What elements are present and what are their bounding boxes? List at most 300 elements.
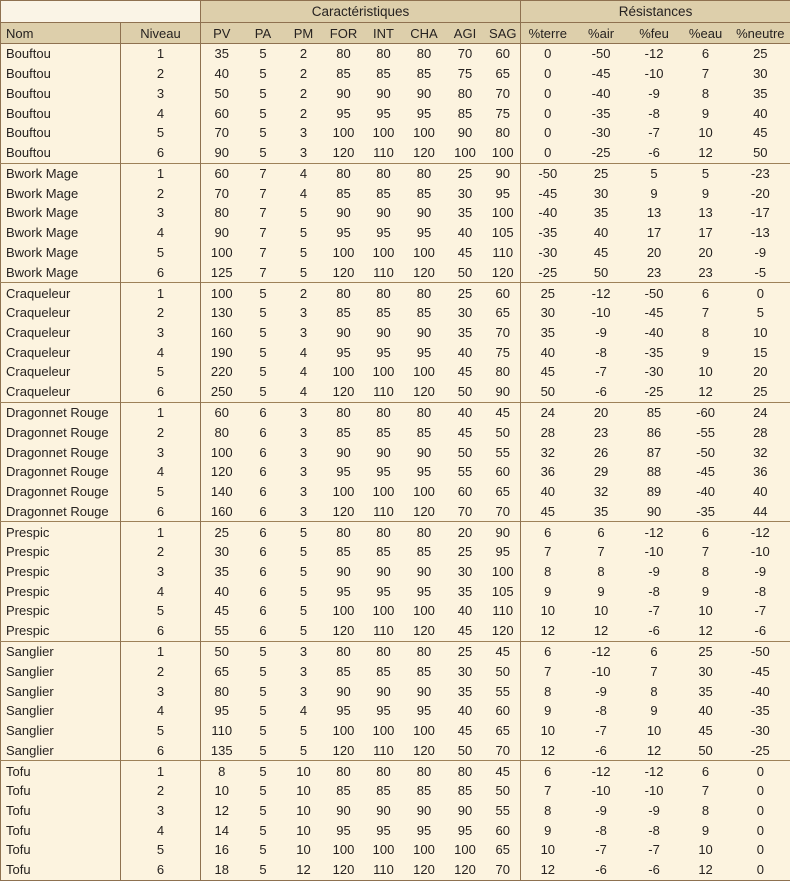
cell-for: 90 xyxy=(324,801,364,821)
cell-air: 8 xyxy=(575,562,628,582)
cell-int: 90 xyxy=(364,203,404,223)
cell-pa: 6 xyxy=(243,482,284,502)
cell-for: 120 xyxy=(324,501,364,521)
table-row xyxy=(1,740,790,760)
cell-air: 10 xyxy=(575,601,628,621)
cell-for: 120 xyxy=(324,382,364,402)
cell-pv: 40 xyxy=(201,64,243,84)
cell-agi: 45 xyxy=(445,721,486,741)
cell-pa: 5 xyxy=(243,123,284,143)
cell-agi: 90 xyxy=(445,801,486,821)
cell-terre: 40 xyxy=(521,482,575,502)
cell-agi: 30 xyxy=(445,303,486,323)
cell-air: 25 xyxy=(575,163,628,183)
cell-pa: 5 xyxy=(243,740,284,760)
cell-pv: 25 xyxy=(201,522,243,542)
cell-cha: 120 xyxy=(404,262,445,282)
cell-air: 32 xyxy=(575,482,628,502)
cell-cha: 95 xyxy=(404,462,445,482)
cell-cha: 100 xyxy=(404,362,445,382)
cell-neutre: 24 xyxy=(731,402,790,422)
cell-for: 80 xyxy=(324,402,364,422)
cell-for: 90 xyxy=(324,681,364,701)
cell-agi: 35 xyxy=(445,203,486,223)
cell-sag: 65 xyxy=(486,840,521,860)
cell-terre: 8 xyxy=(521,681,575,701)
table-row xyxy=(1,303,790,323)
cell-terre: -25 xyxy=(521,262,575,282)
cell-pv: 60 xyxy=(201,402,243,422)
cell-cha: 90 xyxy=(404,323,445,343)
cell-cha: 120 xyxy=(404,740,445,760)
cell-pa: 6 xyxy=(243,402,284,422)
cell-feu: -9 xyxy=(628,84,681,104)
cell-niveau: 6 xyxy=(121,740,201,760)
cell-neutre: -50 xyxy=(731,641,790,661)
cell-nom: Craqueleur xyxy=(1,382,121,402)
cell-eau: -60 xyxy=(681,402,731,422)
cell-niveau: 2 xyxy=(121,183,201,203)
cell-sag: 120 xyxy=(486,262,521,282)
cell-feu: -50 xyxy=(628,283,681,303)
cell-pa: 7 xyxy=(243,203,284,223)
cell-neutre: -12 xyxy=(731,522,790,542)
cell-pa: 6 xyxy=(243,522,284,542)
cell-sag: 110 xyxy=(486,601,521,621)
cell-nom: Craqueleur xyxy=(1,342,121,362)
column-header-pm: PM xyxy=(284,23,324,44)
cell-pm: 3 xyxy=(284,123,324,143)
cell-eau: 23 xyxy=(681,262,731,282)
cell-int: 95 xyxy=(364,223,404,243)
cell-sag: 105 xyxy=(486,581,521,601)
cell-niveau: 1 xyxy=(121,283,201,303)
cell-int: 85 xyxy=(364,662,404,682)
blank-header-cell xyxy=(1,1,201,23)
cell-for: 85 xyxy=(324,64,364,84)
cell-terre: 24 xyxy=(521,402,575,422)
cell-neutre: 50 xyxy=(731,143,790,163)
cell-pm: 3 xyxy=(284,501,324,521)
cell-pm: 5 xyxy=(284,562,324,582)
table-row xyxy=(1,522,790,542)
cell-agi: 70 xyxy=(445,501,486,521)
cell-nom: Tofu xyxy=(1,761,121,781)
cell-nom: Dragonnet Rouge xyxy=(1,423,121,443)
cell-terre: 12 xyxy=(521,860,575,881)
cell-agi: 20 xyxy=(445,522,486,542)
cell-pm: 10 xyxy=(284,840,324,860)
cell-int: 110 xyxy=(364,143,404,163)
cell-for: 90 xyxy=(324,562,364,582)
cell-neutre: -9 xyxy=(731,562,790,582)
cell-eau: 30 xyxy=(681,662,731,682)
cell-niveau: 4 xyxy=(121,223,201,243)
cell-terre: 28 xyxy=(521,423,575,443)
cell-eau: 7 xyxy=(681,781,731,801)
cell-eau: 10 xyxy=(681,362,731,382)
cell-terre: 8 xyxy=(521,562,575,582)
cell-niveau: 6 xyxy=(121,621,201,641)
cell-pv: 40 xyxy=(201,581,243,601)
cell-sag: 50 xyxy=(486,781,521,801)
cell-pm: 2 xyxy=(284,283,324,303)
cell-niveau: 5 xyxy=(121,482,201,502)
cell-pm: 3 xyxy=(284,323,324,343)
cell-pv: 50 xyxy=(201,641,243,661)
cell-cha: 120 xyxy=(404,143,445,163)
cell-pa: 6 xyxy=(243,462,284,482)
cell-for: 100 xyxy=(324,601,364,621)
cell-sag: 100 xyxy=(486,143,521,163)
cell-cha: 90 xyxy=(404,84,445,104)
cell-eau: -40 xyxy=(681,482,731,502)
cell-for: 95 xyxy=(324,701,364,721)
cell-air: -35 xyxy=(575,103,628,123)
cell-feu: 17 xyxy=(628,223,681,243)
cell-air: -40 xyxy=(575,84,628,104)
cell-pa: 6 xyxy=(243,601,284,621)
header-row-groups xyxy=(1,1,790,23)
table-row xyxy=(1,123,790,143)
cell-nom: Bwork Mage xyxy=(1,242,121,262)
cell-terre: 9 xyxy=(521,701,575,721)
cell-eau: 6 xyxy=(681,522,731,542)
cell-pm: 5 xyxy=(284,581,324,601)
cell-eau: 8 xyxy=(681,323,731,343)
cell-int: 110 xyxy=(364,621,404,641)
table-row xyxy=(1,621,790,641)
cell-cha: 90 xyxy=(404,442,445,462)
cell-feu: 12 xyxy=(628,740,681,760)
cell-sag: 60 xyxy=(486,701,521,721)
table-row xyxy=(1,283,790,303)
cell-cha: 90 xyxy=(404,562,445,582)
cell-agi: 50 xyxy=(445,740,486,760)
cell-niveau: 4 xyxy=(121,103,201,123)
cell-int: 95 xyxy=(364,342,404,362)
cell-agi: 45 xyxy=(445,362,486,382)
cell-terre: 12 xyxy=(521,621,575,641)
cell-air: 9 xyxy=(575,581,628,601)
cell-pm: 5 xyxy=(284,522,324,542)
cell-int: 85 xyxy=(364,183,404,203)
cell-int: 80 xyxy=(364,283,404,303)
table-row xyxy=(1,840,790,860)
cell-pv: 90 xyxy=(201,143,243,163)
cell-pm: 5 xyxy=(284,542,324,562)
cell-for: 90 xyxy=(324,84,364,104)
cell-terre: 7 xyxy=(521,781,575,801)
cell-pm: 10 xyxy=(284,820,324,840)
cell-for: 80 xyxy=(324,522,364,542)
cell-cha: 85 xyxy=(404,662,445,682)
cell-niveau: 3 xyxy=(121,681,201,701)
cell-agi: 45 xyxy=(445,423,486,443)
cell-pv: 190 xyxy=(201,342,243,362)
cell-terre: 30 xyxy=(521,303,575,323)
cell-air: 6 xyxy=(575,522,628,542)
cell-for: 90 xyxy=(324,203,364,223)
cell-neutre: 0 xyxy=(731,840,790,860)
cell-int: 110 xyxy=(364,860,404,881)
cell-pm: 3 xyxy=(284,662,324,682)
cell-terre: 25 xyxy=(521,283,575,303)
cell-int: 80 xyxy=(364,163,404,183)
cell-pa: 5 xyxy=(243,64,284,84)
cell-eau: 40 xyxy=(681,701,731,721)
cell-int: 100 xyxy=(364,840,404,860)
cell-neutre: 35 xyxy=(731,84,790,104)
cell-pv: 55 xyxy=(201,621,243,641)
cell-for: 95 xyxy=(324,462,364,482)
cell-pv: 160 xyxy=(201,323,243,343)
cell-for: 80 xyxy=(324,761,364,781)
cell-niveau: 4 xyxy=(121,581,201,601)
cell-eau: 9 xyxy=(681,183,731,203)
cell-pm: 3 xyxy=(284,402,324,422)
cell-air: 45 xyxy=(575,242,628,262)
table-row xyxy=(1,143,790,163)
cell-cha: 80 xyxy=(404,761,445,781)
cell-pv: 250 xyxy=(201,382,243,402)
cell-pa: 7 xyxy=(243,242,284,262)
cell-nom: Tofu xyxy=(1,840,121,860)
table-row xyxy=(1,641,790,661)
cell-terre: 32 xyxy=(521,442,575,462)
cell-terre: 40 xyxy=(521,342,575,362)
cell-nom: Sanglier xyxy=(1,740,121,760)
cell-pv: 8 xyxy=(201,761,243,781)
table-row xyxy=(1,163,790,183)
cell-eau: 50 xyxy=(681,740,731,760)
cell-cha: 85 xyxy=(404,183,445,203)
cell-pv: 130 xyxy=(201,303,243,323)
cell-terre: 9 xyxy=(521,581,575,601)
cell-nom: Sanglier xyxy=(1,681,121,701)
cell-cha: 100 xyxy=(404,601,445,621)
cell-feu: 13 xyxy=(628,203,681,223)
cell-nom: Prespic xyxy=(1,542,121,562)
cell-pa: 6 xyxy=(243,621,284,641)
cell-nom: Prespic xyxy=(1,621,121,641)
cell-feu: -7 xyxy=(628,601,681,621)
cell-niveau: 5 xyxy=(121,123,201,143)
table-row xyxy=(1,820,790,840)
cell-pa: 5 xyxy=(243,781,284,801)
cell-nom: Tofu xyxy=(1,860,121,881)
cell-neutre: -5 xyxy=(731,262,790,282)
cell-cha: 95 xyxy=(404,581,445,601)
cell-sag: 90 xyxy=(486,382,521,402)
cell-air: -10 xyxy=(575,781,628,801)
cell-cha: 95 xyxy=(404,223,445,243)
table-row xyxy=(1,103,790,123)
cell-agi: 50 xyxy=(445,382,486,402)
table-row xyxy=(1,442,790,462)
cell-niveau: 5 xyxy=(121,362,201,382)
cell-int: 95 xyxy=(364,701,404,721)
cell-pv: 135 xyxy=(201,740,243,760)
cell-for: 120 xyxy=(324,262,364,282)
cell-cha: 85 xyxy=(404,303,445,323)
cell-nom: Prespic xyxy=(1,562,121,582)
cell-neutre: -17 xyxy=(731,203,790,223)
cell-pa: 5 xyxy=(243,143,284,163)
cell-niveau: 1 xyxy=(121,641,201,661)
table-row xyxy=(1,761,790,781)
cell-agi: 30 xyxy=(445,662,486,682)
cell-niveau: 5 xyxy=(121,601,201,621)
cell-cha: 120 xyxy=(404,621,445,641)
cell-neutre: 20 xyxy=(731,362,790,382)
cell-for: 100 xyxy=(324,840,364,860)
cell-pv: 125 xyxy=(201,262,243,282)
cell-feu: -35 xyxy=(628,342,681,362)
cell-eau: 12 xyxy=(681,621,731,641)
cell-niveau: 3 xyxy=(121,323,201,343)
cell-pa: 5 xyxy=(243,342,284,362)
cell-pm: 2 xyxy=(284,84,324,104)
cell-agi: 40 xyxy=(445,701,486,721)
cell-eau: 10 xyxy=(681,123,731,143)
cell-pv: 80 xyxy=(201,423,243,443)
cell-air: 30 xyxy=(575,183,628,203)
cell-neutre: 44 xyxy=(731,501,790,521)
table-row xyxy=(1,501,790,521)
cell-terre: 0 xyxy=(521,64,575,84)
cell-pa: 5 xyxy=(243,840,284,860)
cell-cha: 80 xyxy=(404,283,445,303)
cell-air: -12 xyxy=(575,283,628,303)
cell-cha: 80 xyxy=(404,402,445,422)
cell-neutre: 0 xyxy=(731,761,790,781)
cell-for: 80 xyxy=(324,641,364,661)
cell-air: -6 xyxy=(575,382,628,402)
cell-sag: 60 xyxy=(486,44,521,64)
cell-pa: 5 xyxy=(243,362,284,382)
cell-niveau: 2 xyxy=(121,423,201,443)
cell-for: 120 xyxy=(324,860,364,881)
cell-air: -9 xyxy=(575,801,628,821)
cell-air: -25 xyxy=(575,143,628,163)
cell-nom: Bwork Mage xyxy=(1,223,121,243)
cell-int: 90 xyxy=(364,681,404,701)
cell-pa: 6 xyxy=(243,442,284,462)
table-row xyxy=(1,382,790,402)
cell-terre: 7 xyxy=(521,662,575,682)
cell-feu: 20 xyxy=(628,242,681,262)
cell-for: 120 xyxy=(324,143,364,163)
cell-int: 110 xyxy=(364,740,404,760)
cell-feu: -30 xyxy=(628,362,681,382)
cell-pm: 5 xyxy=(284,262,324,282)
cell-niveau: 3 xyxy=(121,442,201,462)
cell-pv: 80 xyxy=(201,203,243,223)
table-row xyxy=(1,781,790,801)
cell-pm: 2 xyxy=(284,44,324,64)
cell-neutre: 0 xyxy=(731,283,790,303)
table-row xyxy=(1,860,790,881)
cell-terre: 0 xyxy=(521,44,575,64)
cell-cha: 100 xyxy=(404,840,445,860)
cell-feu: -12 xyxy=(628,522,681,542)
cell-for: 100 xyxy=(324,482,364,502)
cell-int: 90 xyxy=(364,84,404,104)
cell-sag: 95 xyxy=(486,542,521,562)
cell-pm: 10 xyxy=(284,781,324,801)
cell-pa: 5 xyxy=(243,641,284,661)
cell-niveau: 1 xyxy=(121,402,201,422)
cell-agi: 120 xyxy=(445,860,486,881)
cell-niveau: 1 xyxy=(121,522,201,542)
column-header-neutre: %neutre xyxy=(731,23,790,44)
cell-agi: 30 xyxy=(445,562,486,582)
cell-niveau: 4 xyxy=(121,462,201,482)
cell-pa: 7 xyxy=(243,262,284,282)
cell-terre: 8 xyxy=(521,801,575,821)
cell-for: 85 xyxy=(324,781,364,801)
table-row xyxy=(1,183,790,203)
cell-feu: -7 xyxy=(628,123,681,143)
cell-niveau: 3 xyxy=(121,801,201,821)
cell-pa: 5 xyxy=(243,860,284,881)
cell-sag: 90 xyxy=(486,163,521,183)
cell-int: 110 xyxy=(364,501,404,521)
cell-neutre: -6 xyxy=(731,621,790,641)
cell-neutre: 15 xyxy=(731,342,790,362)
cell-for: 100 xyxy=(324,362,364,382)
cell-niveau: 4 xyxy=(121,820,201,840)
cell-eau: 45 xyxy=(681,721,731,741)
cell-air: -9 xyxy=(575,323,628,343)
cell-int: 100 xyxy=(364,123,404,143)
cell-air: 12 xyxy=(575,621,628,641)
cell-int: 90 xyxy=(364,562,404,582)
cell-agi: 40 xyxy=(445,223,486,243)
cell-nom: Sanglier xyxy=(1,721,121,741)
cell-neutre: 32 xyxy=(731,442,790,462)
column-header-sag: SAG xyxy=(486,23,521,44)
cell-air: -10 xyxy=(575,662,628,682)
cell-int: 95 xyxy=(364,103,404,123)
cell-pv: 100 xyxy=(201,442,243,462)
cell-niveau: 5 xyxy=(121,242,201,262)
cell-feu: -8 xyxy=(628,103,681,123)
cell-air: -7 xyxy=(575,721,628,741)
cell-neutre: -20 xyxy=(731,183,790,203)
table-row xyxy=(1,242,790,262)
cell-for: 95 xyxy=(324,103,364,123)
cell-feu: 85 xyxy=(628,402,681,422)
cell-for: 85 xyxy=(324,662,364,682)
cell-feu: 23 xyxy=(628,262,681,282)
cell-sag: 65 xyxy=(486,721,521,741)
cell-nom: Bouftou xyxy=(1,84,121,104)
cell-pm: 5 xyxy=(284,721,324,741)
cell-eau: 9 xyxy=(681,820,731,840)
cell-pv: 160 xyxy=(201,501,243,521)
cell-int: 90 xyxy=(364,323,404,343)
column-header-air: %air xyxy=(575,23,628,44)
cell-pv: 95 xyxy=(201,701,243,721)
cell-feu: -45 xyxy=(628,303,681,323)
cell-sag: 80 xyxy=(486,362,521,382)
cell-air: -45 xyxy=(575,64,628,84)
cell-nom: Craqueleur xyxy=(1,283,121,303)
cell-pa: 6 xyxy=(243,562,284,582)
cell-eau: 8 xyxy=(681,84,731,104)
